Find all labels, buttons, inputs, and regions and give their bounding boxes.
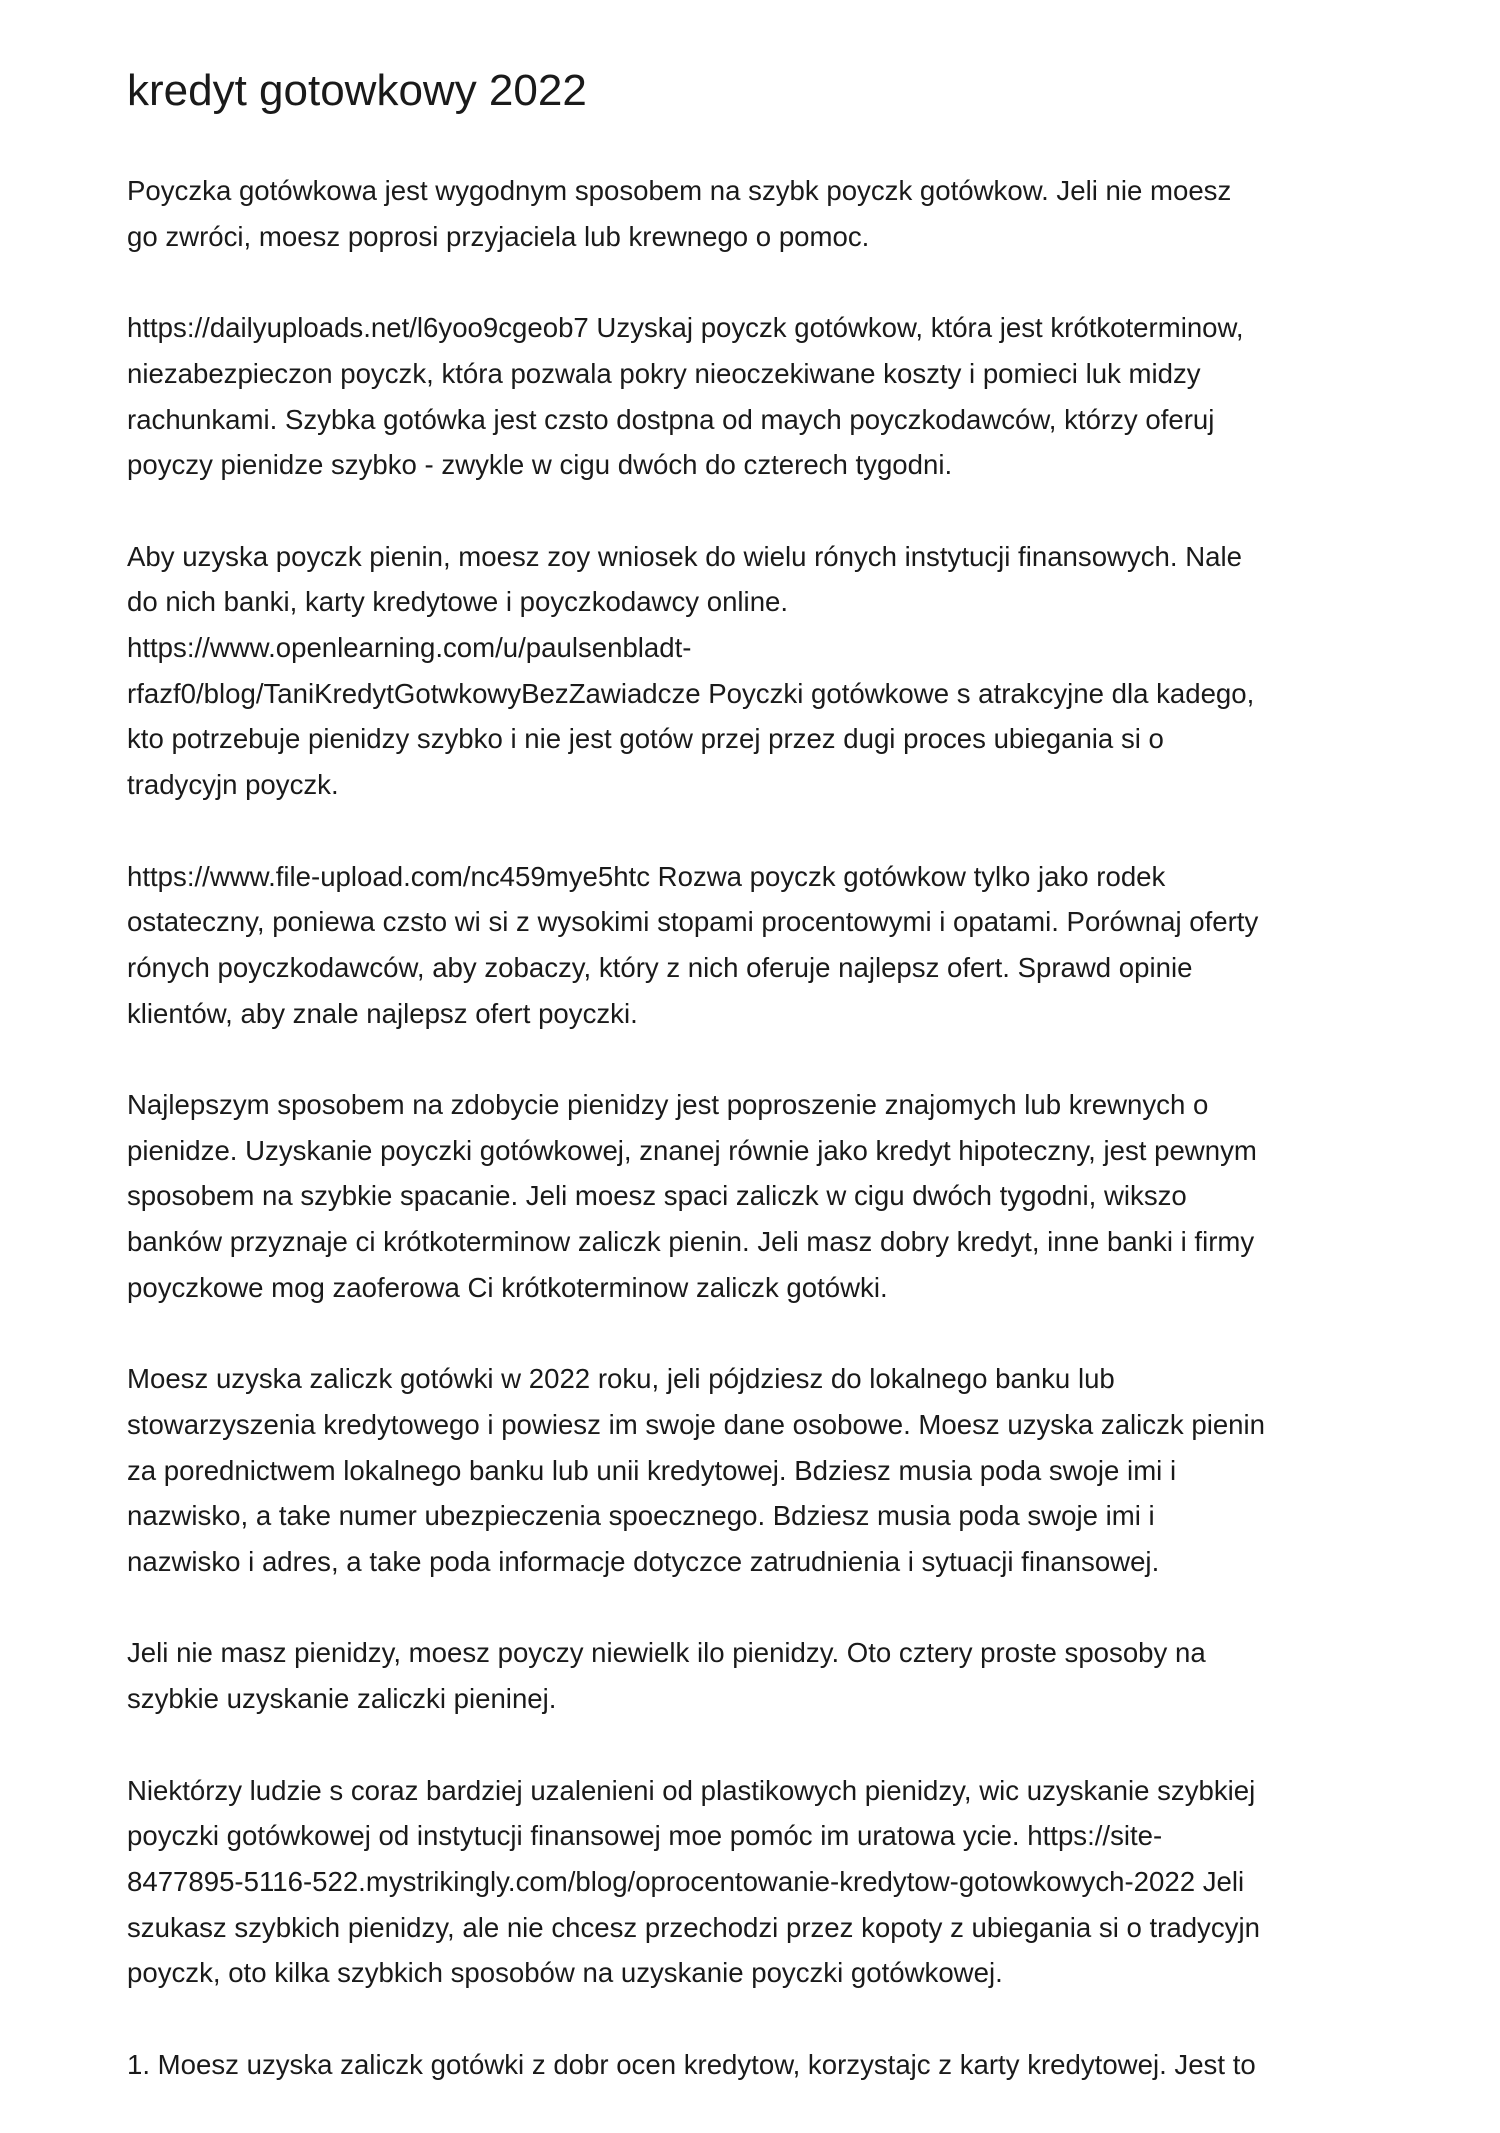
- text-line: kto potrzebuje pienidzy szybko i nie jest gotów przej przez dugi proces ubiegania si o: [127, 723, 1164, 755]
- text-line: rónych poyczkodawców, aby zobaczy, który z nich oferuje najlepsz ofert. Sprawd opinie: [127, 951, 1193, 983]
- paragraph: [127, 1768, 1397, 1997]
- text-line: poyczkowe mog zaoferowa Ci krótkoterminow zaliczk gotówki.: [127, 1271, 888, 1303]
- text-line: Moesz uzyska zaliczk gotówki w 2022 roku, jeli pójdziesz do lokalnego banku lub: [127, 1363, 1115, 1395]
- text-line: poyczki gotówkowej od instytucji finansowej moe pomóc im uratowa ycie. https://site-: [127, 1820, 1163, 1852]
- text-line: Poyczka gotówkowa jest wygodnym sposobem na szybk poyczk gotówkow. Jeli nie moesz: [127, 175, 1232, 206]
- document-title: kredyt gotowkowy 2022: [127, 66, 587, 115]
- text-line: nazwisko, a take numer ubezpieczenia spoecznego. Bdziesz musia poda swoje imi i: [127, 1500, 1155, 1532]
- paragraph: [127, 534, 1397, 808]
- paragraph: [127, 305, 1397, 488]
- text-line: https://www.openlearning.com/u/paulsenbladt-: [127, 632, 692, 663]
- text-line: Najlepszym sposobem na zdobycie pienidzy jest poproszenie znajomych lub krewnych o: [127, 1089, 1209, 1120]
- text-line: Jeli nie masz pienidzy, moesz poyczy niewielk ilo pienidzy. Oto cztery proste sposoby na: [127, 1637, 1206, 1669]
- text-line: niezabezpieczon poyczk, która pozwala pokry nieoczekiwane koszty i pomieci luk midzy: [127, 357, 1201, 389]
- text-line: rfazf0/blog/TaniKredytGotwkowyBezZawiadcze Poyczki gotówkowe s atrakcyjne dla kadego,: [127, 677, 1255, 709]
- text-line: do nich banki, karty kredytowe i poyczkodawcy online.: [127, 586, 789, 618]
- text-line: poyczk, oto kilka szybkich sposobów na uzyskanie poyczki gotówkowej.: [127, 1957, 1003, 1989]
- paragraph: [127, 1082, 1397, 1311]
- paragraph: [127, 854, 1397, 1037]
- text-line: stowarzyszenia kredytowego i powiesz im swoje dane osobowe. Moesz uzyska zaliczk pienin: [127, 1408, 1265, 1440]
- text-line: 1. Moesz uzyska zaliczk gotówki z dobr ocen kredytow, korzystajc z karty kredytowej. Jest to: [127, 2048, 1256, 2080]
- text-line: klientów, aby znale najlepsz ofert poyczki.: [127, 997, 638, 1029]
- text-line: 8477895-5116-522.mystrikingly.com/blog/oprocentowanie-kredytow-gotowkowych-2022 Jeli: [127, 1865, 1245, 1897]
- document-body: [127, 168, 1397, 2133]
- text-line: tradycyjn poyczk.: [127, 769, 339, 801]
- text-line: poyczy pienidze szybko - zwykle w cigu dwóch do czterech tygodni.: [127, 449, 953, 481]
- text-line: pienidze. Uzyskanie poyczki gotówkowej, znanej równie jako kredyt hipoteczny, jest pewnym: [127, 1134, 1257, 1166]
- text-line: rachunkami. Szybka gotówka jest czsto dostpna od maych poyczkodawców, którzy oferuj: [127, 403, 1215, 435]
- text-line: nazwisko i adres, a take poda informacje dotyczce zatrudnienia i sytuacji finansowej.: [127, 1546, 1160, 1578]
- text-line: Niektórzy ludzie s coraz bardziej uzalenieni od plastikowych pienidzy, wic uzyskanie szybkiej: [127, 1774, 1256, 1806]
- text-line: go zwróci, moesz poprosi przyjaciela lub krewnego o pomoc.: [127, 220, 870, 252]
- paragraph: [127, 1356, 1397, 1585]
- text-line: https://www.file-upload.com/nc459mye5htc Rozwa poyczk gotówkow tylko jako rodek: [127, 860, 1166, 892]
- paragraph: [127, 1630, 1397, 1721]
- paragraph: [127, 2042, 1397, 2088]
- text-line: banków przyznaje ci krótkoterminow zaliczk pienin. Jeli masz dobry kredyt, inne banki i firmy: [127, 1226, 1255, 1258]
- text-line: sposobem na szybkie spacanie. Jeli moesz spaci zaliczk w cigu dwóch tygodni, wikszo: [127, 1180, 1187, 1212]
- text-line: https://dailyuploads.net/l6yoo9cgeob7 Uzyskaj poyczk gotówkow, która jest krótkoterminow,: [127, 312, 1244, 344]
- text-line: szukasz szybkich pienidzy, ale nie chcesz przechodzi przez kopoty z ubiegania si o tradycyjn: [127, 1911, 1260, 1943]
- text-line: ostateczny, poniewa czsto wi si z wysokimi stopami procentowymi i opatami. Porównaj oferty: [127, 906, 1259, 938]
- text-line: Aby uzyska poyczk pienin, moesz zoy wniosek do wielu rónych instytucji finansowych. Nale: [127, 540, 1242, 572]
- paragraph: [127, 168, 1397, 259]
- text-line: za porednictwem lokalnego banku lub unii kredytowej. Bdziesz musia poda swoje imi i: [127, 1454, 1177, 1486]
- text-line: szybkie uzyskanie zaliczki pieninej.: [127, 1683, 557, 1715]
